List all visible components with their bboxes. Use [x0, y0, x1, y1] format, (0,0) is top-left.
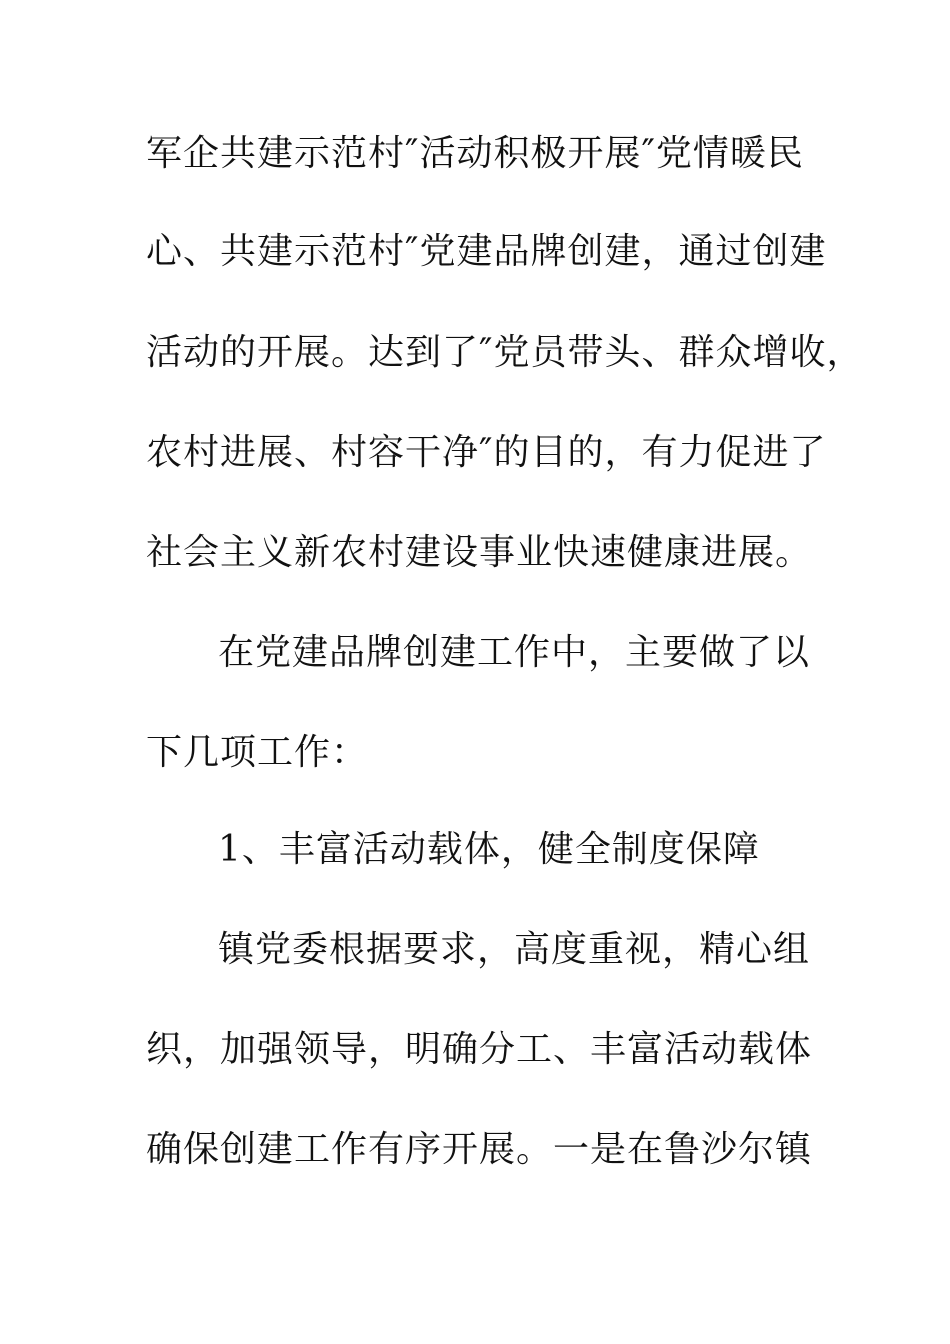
text-line: 心、共建示范村″党建品牌创建，通过创建	[146, 231, 827, 272]
text-line: 织，加强领导，明确分工、丰富活动载体	[146, 1029, 813, 1070]
text-line: 农村进展、村容干净″的目的，有力促进了	[146, 432, 827, 473]
text-line: 军企共建示范村″活动积极开展″党情暖民	[146, 133, 804, 174]
paragraph-start-line: 镇党委根据要求，高度重视，精心组	[218, 929, 811, 970]
text-line: 下几项工作：	[146, 732, 369, 773]
text-line: 确保创建工作有序开展。一是在鲁沙尔镇	[146, 1129, 813, 1170]
text-line: 社会主义新农村建设事业快速健康进展。	[146, 532, 813, 573]
section-heading: 1、丰富活动载体，健全制度保障	[218, 829, 760, 870]
paragraph-start-line: 在党建品牌创建工作中，主要做了以	[218, 632, 811, 673]
text-line: 活动的开展。达到了″党员带头、群众增收，	[146, 332, 864, 373]
